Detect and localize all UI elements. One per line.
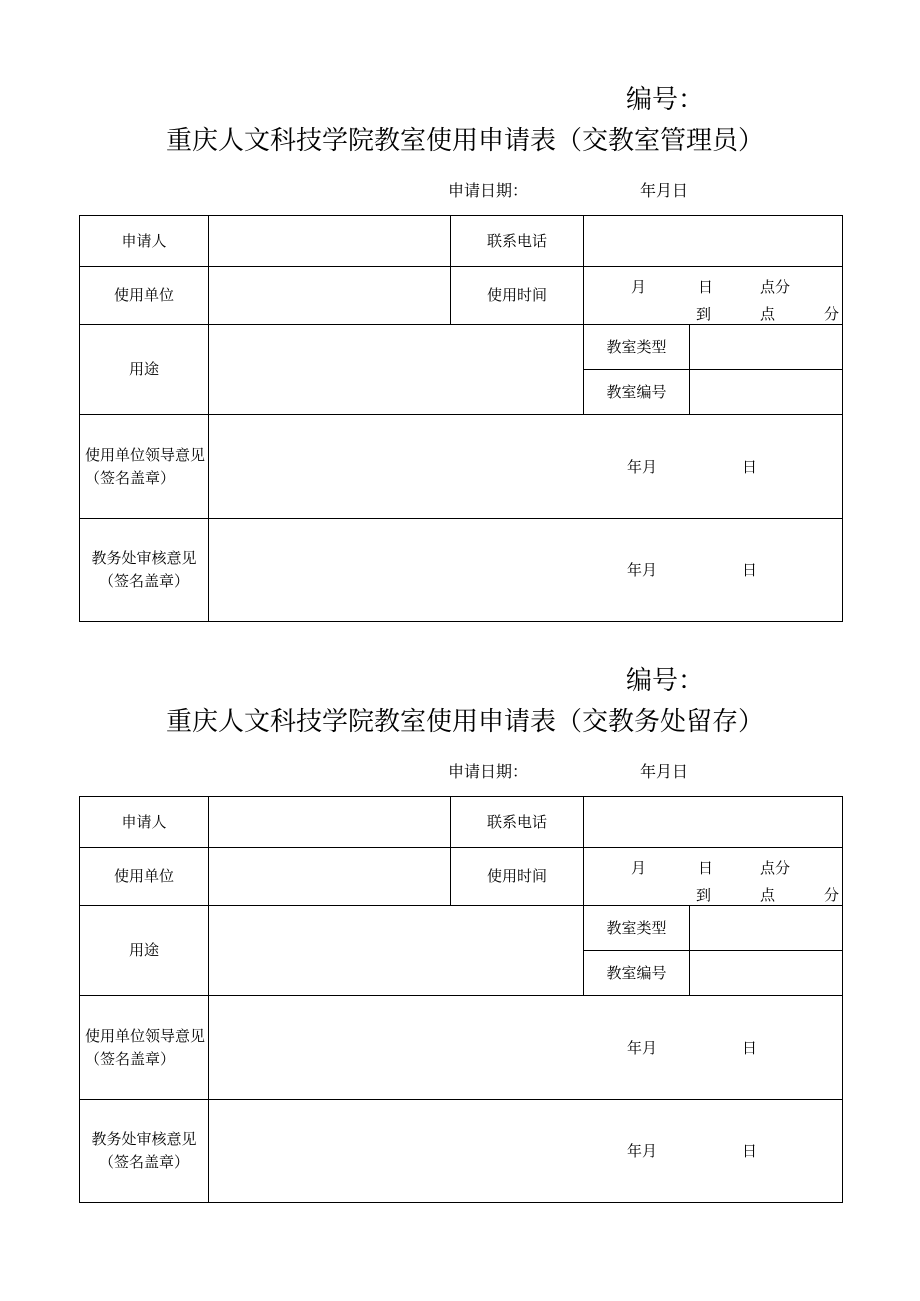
academic-opinion-field[interactable] (209, 518, 843, 621)
academic-opinion-line1: 教务处审核意见 (91, 1129, 197, 1148)
applicant-label: 申请人 (80, 216, 209, 267)
unit-field[interactable] (209, 267, 451, 325)
leader-opinion-field[interactable] (209, 415, 843, 518)
sign-day: 日 (742, 458, 758, 477)
leader-opinion-label: 使用单位领导意见（签名盖章） (80, 996, 209, 1099)
application-table (79, 215, 843, 622)
purpose-label: 用途 (80, 906, 209, 996)
serial-number-label: 编号： (626, 85, 705, 115)
applicant-field[interactable] (209, 216, 451, 267)
sign-year-month: 年月 (627, 561, 658, 580)
sign-year-month: 年月 (627, 1039, 658, 1058)
phone-label: 联系电话 (451, 797, 584, 848)
room-type-field[interactable] (690, 906, 843, 951)
room-type-label: 教室类型 (584, 325, 690, 370)
time-hour-min: 点分 (760, 278, 791, 297)
time-to: 到 (696, 886, 712, 905)
sign-day: 日 (742, 1039, 758, 1058)
sign-day: 日 (742, 561, 758, 580)
phone-field[interactable] (584, 216, 843, 267)
purpose-label: 用途 (80, 325, 209, 415)
time-month: 月 (631, 278, 647, 297)
application-date-label: 申请日期： (448, 762, 529, 781)
applicant-field[interactable] (209, 797, 451, 848)
use-time-label: 使用时间 (451, 848, 584, 906)
academic-opinion-line1: 教务处审核意见 (91, 548, 197, 567)
phone-field[interactable] (584, 797, 843, 848)
time-hour: 点 (760, 886, 776, 905)
room-number-field[interactable] (690, 370, 843, 415)
sign-year-month: 年月 (627, 1142, 658, 1161)
sign-year-month: 年月 (627, 458, 658, 477)
room-number-field[interactable] (690, 951, 843, 996)
unit-label: 使用单位 (80, 267, 209, 325)
form-title: 重庆人文科技学院教室使用申请表（交教务处留存） (165, 707, 764, 737)
purpose-field[interactable] (209, 325, 584, 415)
time-day: 日 (698, 859, 714, 878)
use-time-field[interactable] (584, 267, 843, 325)
academic-opinion-line2: （签名盖章） (98, 1152, 189, 1171)
time-hour: 点 (760, 305, 776, 324)
use-time-field[interactable] (584, 848, 843, 906)
academic-opinion-field[interactable] (209, 1099, 843, 1202)
academic-opinion-label (80, 518, 209, 621)
application-date-label: 申请日期： (448, 181, 529, 200)
room-type-field[interactable] (690, 325, 843, 370)
serial-number-label: 编号： (626, 666, 705, 696)
applicant-label: 申请人 (80, 797, 209, 848)
leader-opinion-label: 使用单位领导意见（签名盖章） (80, 415, 209, 518)
purpose-field[interactable] (209, 906, 584, 996)
time-to: 到 (696, 305, 712, 324)
leader-opinion-field[interactable] (209, 996, 843, 1099)
room-number-label: 教室编号 (584, 370, 690, 415)
time-hour-min: 点分 (760, 859, 791, 878)
time-month: 月 (631, 859, 647, 878)
room-number-label: 教室编号 (584, 951, 690, 996)
time-minute: 分 (824, 305, 840, 324)
unit-label: 使用单位 (80, 848, 209, 906)
academic-opinion-label (80, 1099, 209, 1202)
room-type-label: 教室类型 (584, 906, 690, 951)
application-date-value: 年月日 (640, 181, 689, 200)
application-date-value: 年月日 (640, 762, 689, 781)
sign-day: 日 (742, 1142, 758, 1161)
phone-label: 联系电话 (451, 216, 584, 267)
time-day: 日 (698, 278, 714, 297)
time-minute: 分 (824, 886, 840, 905)
unit-field[interactable] (209, 848, 451, 906)
application-table (79, 796, 843, 1203)
academic-opinion-line2: （签名盖章） (98, 571, 189, 590)
use-time-label: 使用时间 (451, 267, 584, 325)
form-title: 重庆人文科技学院教室使用申请表（交教室管理员） (165, 126, 764, 156)
